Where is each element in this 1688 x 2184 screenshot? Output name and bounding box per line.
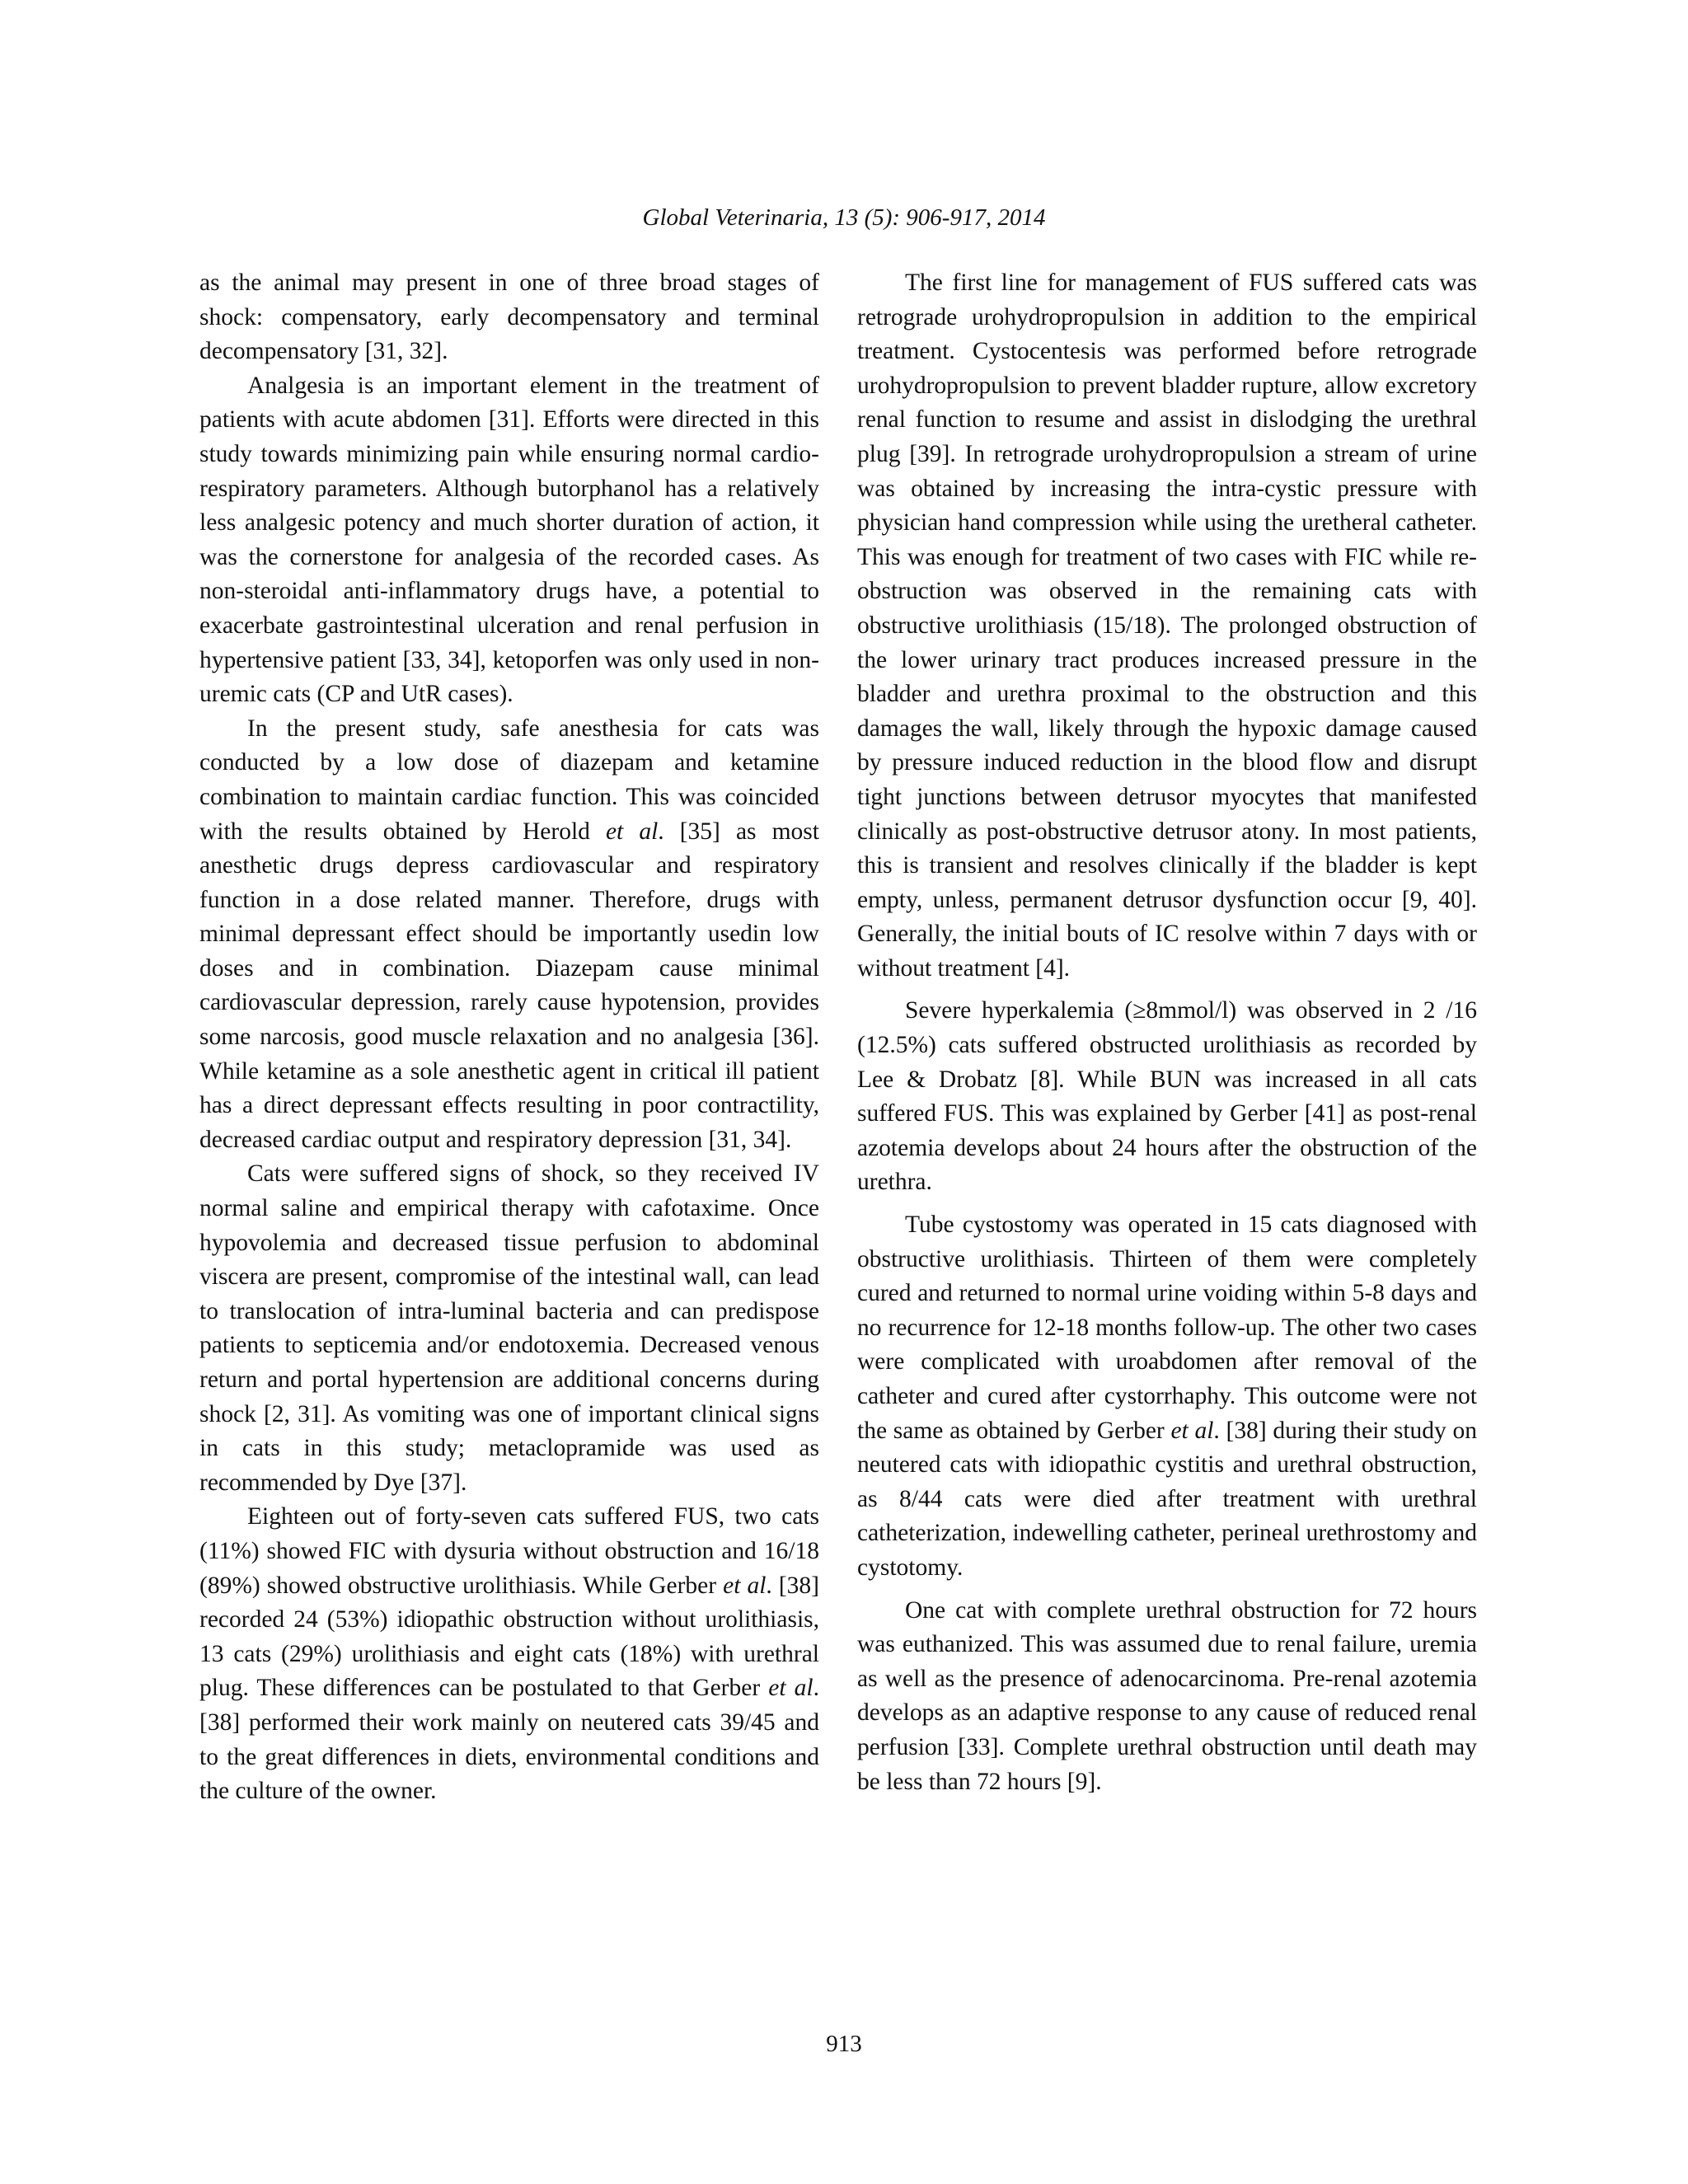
paragraph: In the present study, safe anesthesia for cats was conducted by a low dose of diazepam and ketamine combination to maintain cardiac function. This was coincided with the results obtained by Herold et al. [35] as most anesthetic drugs depress cardiovascular and respiratory function in a dose related manner. Therefore, drugs with minimal depressant effect should be importantly usedin low doses and in combination. Diazepam cause minimal cardiovascular depression, rarely cause hypotension, provides some narcosis, good muscle relaxation and no analgesia [36]. While ketamine as a sole anesthetic agent in critical ill patient has a direct depressant effects resulting in poor contractility, decreased cardiac output and respiratory depression [31, 34]. xyxy=(199,715,819,1153)
paragraph: Cats were suffered signs of shock, so they received IV normal saline and empirical therapy with cafotaxime. Once hypovolemia and decreased tissue perfusion to abdominal viscera are present, compromise of the intestinal wall, can lead to translocation of intra-luminal bacteria and can predispose patients to septicemia and/or endotoxemia. Decreased venous return and portal hypertension are additional concerns during shock [2, 31]. As vomiting was one of important clinical signs in cats in this study; metaclopramide was used as recommended by Dye [37]. xyxy=(199,1160,819,1496)
left-column xyxy=(199,266,819,1809)
paragraph: The first line for management of FUS suffered cats was retrograde urohydropropulsion in addition to the empirical treatment. Cystocentesis was performed before retrograde urohydropropulsion to prevent bladder rupture, allow excretory renal function to resume and assist in dislodging the urethral plug [39]. In retrograde urohydropropulsion a stream of urine was obtained by increasing the intra-cystic pressure with physician hand compression while using the uretheral catheter. This was enough for treatment of two cases with FIC while re-obstruction was observed in the remaining cats with obstructive urolithiasis (15/18). The prolonged obstruction of the lower urinary tract produces increased pressure in the bladder and urethra proximal to the obstruction and this damages the wall, likely through the hypoxic damage caused by pressure induced reduction in the blood flow and disrupt tight junctions between detrusor myocytes that manifested clinically as post-obstructive detrusor atony. In most patients, this is transient and resolves clinically if the bladder is kept empty, unless, permanent detrusor dysfunction occur [9, 40]. Generally, the initial bouts of IC resolve within 7 days with or without treatment [4]. xyxy=(857,269,1477,982)
paragraph: Severe hyperkalemia (≥8mmol/l) was observed in 2 /16 (12.5%) cats suffered obstructed urolithiasis as recorded by Lee & Drobatz [8]. While BUN was increased in all cats suffered FUS. This was explained by Gerber [41] as post-renal azotemia develops about 24 hours after the obstruction of the urethra. xyxy=(857,997,1477,1196)
paragraph: One cat with complete urethral obstruction for 72 hours was euthanized. This was assumed due to renal failure, uremia as well as the presence of adenocarcinoma. Pre-renal azotemia develops as an adaptive response to any cause of reduced renal perfusion [33]. Complete urethral obstruction until death may be less than 72 hours [9]. xyxy=(857,1596,1477,1795)
paragraph: Eighteen out of forty-seven cats suffered FUS, two cats (11%) showed FIC with dysuria without obstruction and 16/18 (89%) showed obstructive urolithiasis. While Gerber et al. [38] recorded 24 (53%) idiopathic obstruction without urolithiasis, 13 cats (29%) urolithiasis and eight cats (18%) with urethral plug. These differences can be postulated to that Gerber et al. [38] performed their work mainly on neutered cats 39/45 and to the great differences in diets, environmental conditions and the culture of the owner. xyxy=(199,1503,819,1805)
paragraph: as the animal may present in one of three broad stages of shock: compensatory, early decompensatory and terminal decompensatory [31, 32]. xyxy=(199,269,819,365)
paragraph: Analgesia is an important element in the treatment of patients with acute abdomen [31]. Efforts were directed in this study towards minimizing pain while ensuring normal cardio-respiratory parameters. Although butorphanol has a relatively less analgesic potency and much shorter duration of action, it was the cornerstone for analgesia of the recorded cases. As non-steroidal anti-inflammatory drugs have, a potential to exacerbate gastrointestinal ulceration and renal perfusion in hypertensive patient [33, 34], ketoporfen was only used in non-uremic cats (CP and UtR cases). xyxy=(199,372,819,708)
right-column xyxy=(857,266,1477,1799)
paragraph: Tube cystostomy was operated in 15 cats diagnosed with obstructive urolithiasis. Thirteen of them were completely cured and returned to normal urine voiding within 5-8 days and no recurrence for 12-18 months follow-up. The other two cases were complicated with uroabdomen after removal of the catheter and cured after cystorrhaphy. This outcome were not the same as obtained by Gerber et al. [38] during their study on neutered cats with idiopathic cystitis and urethral obstruction, as 8/44 cats were died after treatment with urethral catheterization, indewelling catheter, perineal urethrostomy and cystotomy. xyxy=(857,1212,1477,1581)
page-number: 913 xyxy=(826,2031,862,2057)
running-header: Global Veterinaria, 13 (5): 906-917, 2014 xyxy=(642,204,1046,231)
